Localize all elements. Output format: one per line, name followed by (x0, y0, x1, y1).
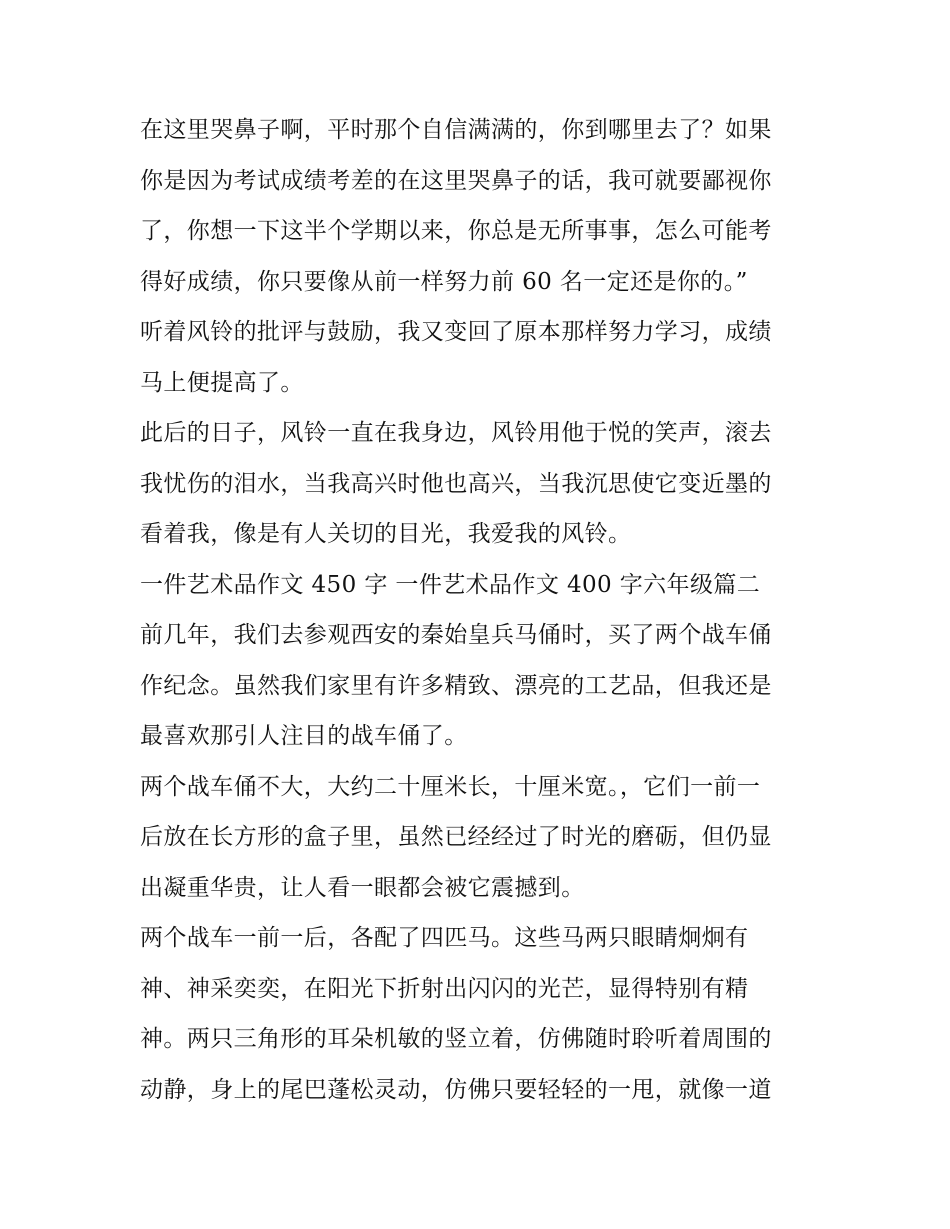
text-line: 动静，身上的尾巴蓬松灵动，仿佛只要轻轻的一甩，就像一道 (140, 1076, 772, 1103)
section-heading: 一件艺术品作文 450 字 一件艺术品作文 400 字六年级篇二 (140, 571, 761, 598)
text-line: 神、神采奕奕，在阳光下折射出闪闪的光芒，显得特别有精 (140, 975, 749, 1002)
text-line: 出凝重华贵，让人看一眼都会被它震撼到。 (140, 874, 585, 901)
text-line: 听着风铃的批评与鼓励，我又变回了原本那样努力学习，成绩 (140, 319, 772, 345)
text-line: 你是因为考试成绩考差的在这里哭鼻子的话，我可就要鄙视你 (140, 167, 772, 194)
text-line: 前几年，我们去参观西安的秦始皇兵马俑时，买了两个战车俑 (140, 622, 772, 648)
text-line: 两个战车一前一后，各配了四匹马。这些马两只眼睛炯炯有 (140, 925, 749, 951)
text-line: 两个战车俑不大，大约二十厘米长，十厘米宽。，它们一前一 (140, 773, 761, 800)
text-line: 作纪念。虽然我们家里有许多精致、漂亮的工艺品，但我还是 (140, 672, 772, 699)
document-body (140, 105, 820, 1115)
text-line: 了，你想一下这半个学期以来，你总是无所事事，怎么可能考 (140, 218, 772, 244)
text-line: 得好成绩，你只要像从前一样努力前 60 名一定还是你的。” (140, 268, 748, 295)
text-line: 我忧伤的泪水，当我高兴时他也高兴，当我沉思使它变近墨的 (140, 470, 772, 497)
text-line: 最喜欢那引人注目的战车俑了。 (140, 723, 468, 749)
text-line: 神。两只三角形的耳朵机敏的竖立着，仿佛随时聆听着周围的 (140, 1026, 772, 1052)
text-line: 后放在长方形的盒子里，虽然已经经过了时光的磨砺，但仍显 (140, 824, 772, 850)
text-line: 在这里哭鼻子啊，平时那个自信满满的，你到哪里去了？如果 (140, 117, 772, 143)
text-line: 看着我，像是有人关切的目光，我爱我的风铃。 (140, 521, 632, 547)
text-line: 马上便提高了。 (140, 369, 304, 396)
text-line: 此后的日子，风铃一直在我身边，风铃用他于悦的笑声，滚去 (140, 420, 772, 446)
